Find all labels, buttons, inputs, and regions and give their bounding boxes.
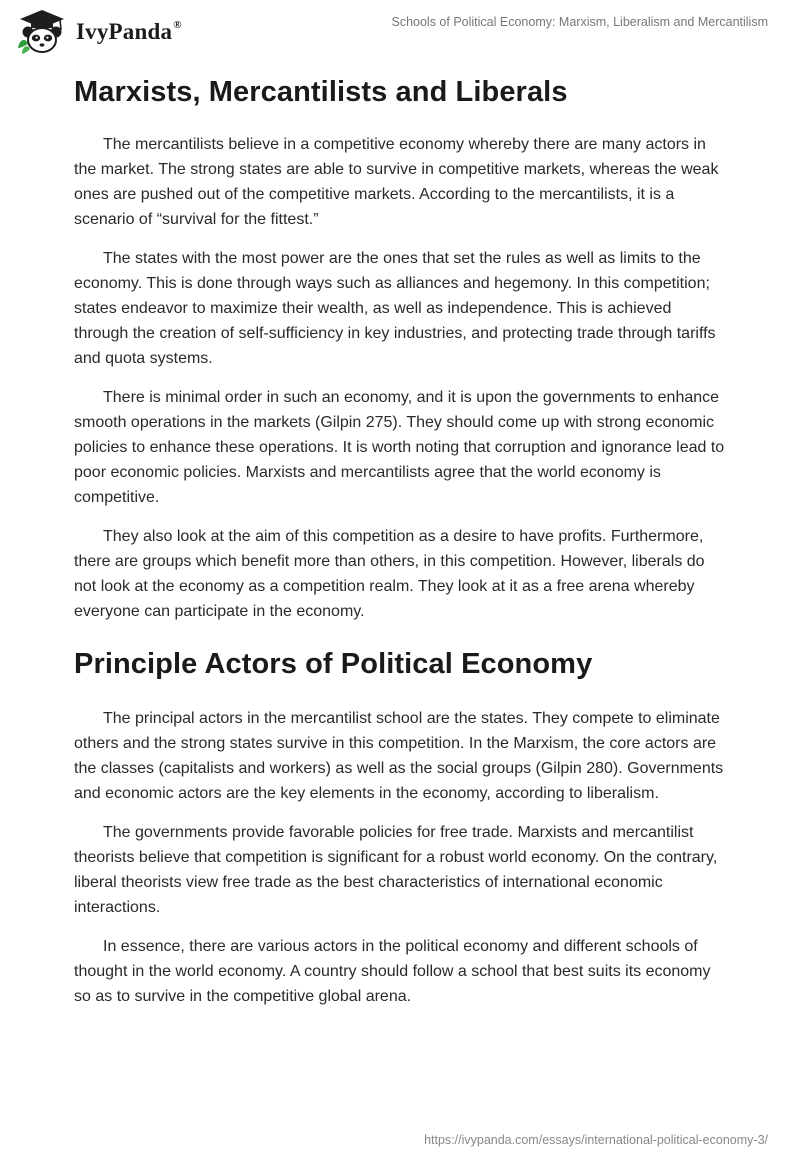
registered-mark: ®: [173, 19, 182, 32]
logo-wordmark: [76, 19, 182, 45]
page-header: [0, 0, 800, 64]
paragraph: The governments provide favorable policies for free trade. Marxists and mercantilist theorists believe that competition is significant for a robust world economy. On the contrary, liberal theorists view free trade as the best characteristics of international economic interactions.: [74, 824, 718, 916]
section-heading-principle-actors: Principle Actors of Political Economy: [74, 648, 593, 680]
paragraph: There is minimal order in such an economy, and it is upon the governments to enhance smooth operations in the markets (Gilpin 275). They should come up with strong economic policies to enhance these operations. It is worth noting that corruption and ignorance lead to poor economic policies. Marxists and mercantilists agree that the world economy is competitive.: [74, 389, 725, 506]
ivypanda-logo[interactable]: [14, 8, 182, 56]
running-title: Schools of Political Economy: Marxism, Liberalism and Mercantilism: [391, 15, 768, 29]
paragraph: They also look at the aim of this competition as a desire to have profits. Furthermore, there are groups which benefit more than others, in this competition. However, liberals do not look at the economy as a competition realm. They look at it as a free arena whereby everyone can participate in the economy.: [74, 528, 705, 620]
panda-graduate-icon: [14, 8, 70, 56]
paragraph: In essence, there are various actors in the political economy and different schools of thought in the world economy. A country should follow a school that best suits its economy so as to survive in the competitive global arena.: [74, 938, 711, 1005]
paragraph: The states with the most power are the ones that set the rules as well as limits to the economy. This is done through ways such as alliances and hegemony. In this competition; states endeavor to maximize their wealth, as well as independence. This is achieved through the creation of self-sufficiency in key industries, and protecting trade through tariffs and quota systems.: [74, 250, 716, 367]
paragraph: The mercantilists believe in a competitive economy whereby there are many actors in the market. The strong states are able to survive in competitive markets, whereas the weak ones are pushed out of the competitive markets. According to the mercantilists, it is a scenario of “survival for the fittest.”: [74, 136, 719, 228]
section-heading-marxists-mercantilists-liberals: Marxists, Mercantilists and Liberals: [74, 76, 568, 108]
paragraph: The principal actors in the mercantilist school are the states. They compete to eliminate others and the strong states survive in this competition. In the Marxism, the core actors are the classes (capitalists and workers) as well as the social groups (Gilpin 280). Governments and economic actors are the key elements in the economy, according to liberalism.: [74, 710, 724, 802]
source-url-link[interactable]: https://ivypanda.com/essays/international-political-economy-3/: [424, 1133, 768, 1147]
essay-body: [74, 72, 730, 1023]
logo-text: IvyPanda: [76, 19, 173, 44]
